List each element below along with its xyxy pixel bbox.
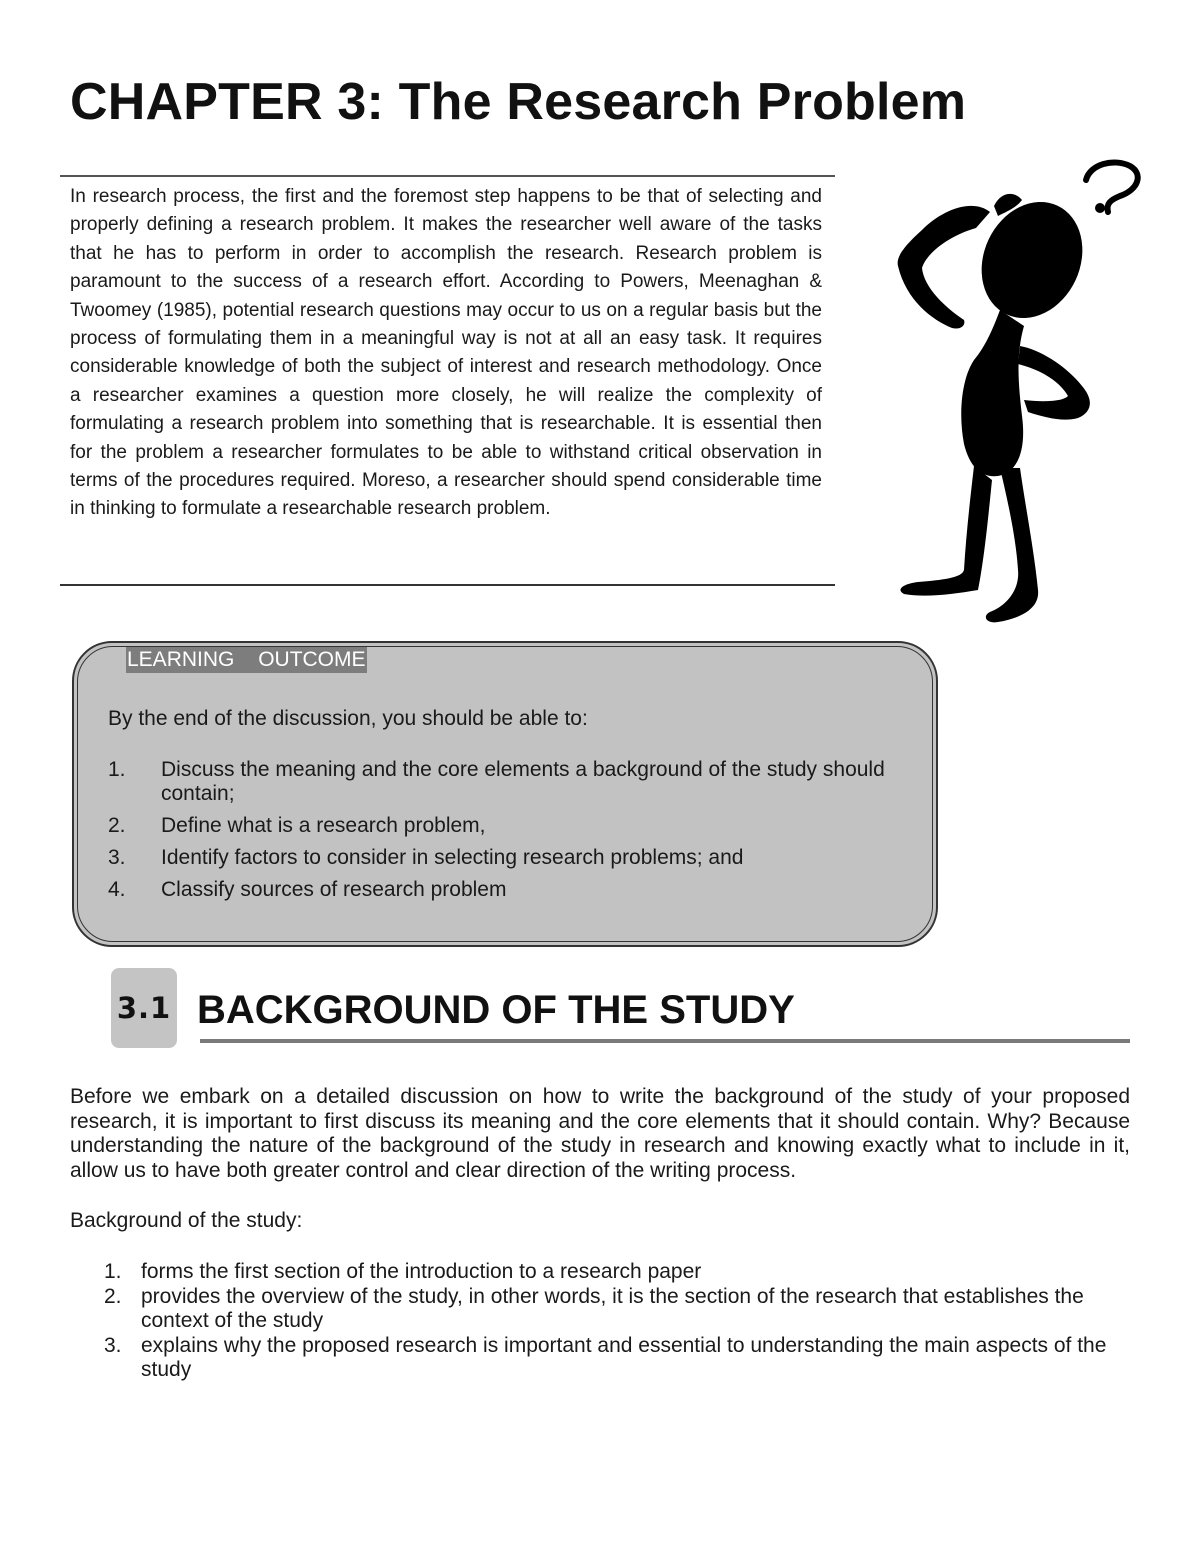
section-underline <box>200 1039 1130 1043</box>
list-item-text: Define what is a research problem, <box>161 814 486 837</box>
list-item-number: 1. <box>104 1260 122 1283</box>
section-title: BACKGROUND OF THE STUDY <box>197 988 795 1032</box>
list-item <box>108 814 908 838</box>
list-item <box>108 758 908 806</box>
list-item <box>108 846 908 870</box>
learning-outcome-intro: By the end of the discussion, you should be able to: <box>108 707 588 730</box>
intro-paragraph: In research process, the first and the foremost step happens to be that of selecting and properly defining a research problem. It makes the researcher well aware of the tasks that he has to perform in order to accomplish the research. Research problem is paramount to the success of a research effort. According to Powers, Meenaghan & Twoomey (1985), potential research questions may occur to us on a regular basis but the process of formulating them in a meaningful way is not at all an easy task. It requires considerable knowledge of both the subject of interest and research methodology. Once a researcher examines a question more closely, he will realize the complexity of formulating a research problem into something that is researchable. It is essential then for the problem a researcher formulates to be able to withstand critical observation in terms of the procedures required. Moreso, a researcher should spend considerable time in thinking to formulate a researchable research problem. <box>70 186 822 520</box>
list-item-number: 2. <box>108 814 126 837</box>
chapter-title: CHAPTER 3: The Research Problem <box>70 73 967 131</box>
list-item-text: Identify factors to consider in selecting research problems; and <box>161 846 744 869</box>
list-item-text: forms the first section of the introduction to a research paper <box>141 1260 702 1283</box>
list-item <box>108 878 908 902</box>
list-item <box>104 1285 1130 1334</box>
list-item-number: 3. <box>104 1333 122 1357</box>
learning-outcome-label: LEARNING OUTCOME <box>127 648 366 671</box>
background-list <box>104 1260 1130 1383</box>
bottom-divider <box>60 584 835 586</box>
list-item-number: 3. <box>108 846 126 869</box>
list-item <box>104 1260 1130 1285</box>
list-item-text: Discuss the meaning and the core elements a background of the study should contain; <box>161 758 885 805</box>
section-number-badge: 3.1 <box>111 968 177 1048</box>
list-item-number: 1. <box>108 758 126 781</box>
top-divider <box>60 175 835 177</box>
thinking-figure-icon <box>882 150 1152 630</box>
list-item-number: 4. <box>108 878 126 901</box>
section-paragraph: Before we embark on a detailed discussion on how to write the background of the study of your proposed research, it is important to first discuss its meaning and the core elements that it should contain. Why? Because understanding the nature of the background of the study in research and knowing exactly what to include in it, allow us to have both greater control and clear direction of the writing process. <box>70 1085 1130 1182</box>
list-item-number: 2. <box>104 1284 122 1308</box>
list-item-text: Classify sources of research problem <box>161 878 507 901</box>
learning-outcome-list <box>108 758 908 902</box>
list-item <box>104 1334 1130 1383</box>
list-item-text: explains why the proposed research is important and essential to understanding the main aspects of the study <box>141 1333 1107 1382</box>
list-item-text: provides the overview of the study, in other words, it is the section of the research that establishes the context of the study <box>141 1284 1084 1333</box>
background-list-label: Background of the study: <box>70 1209 303 1232</box>
